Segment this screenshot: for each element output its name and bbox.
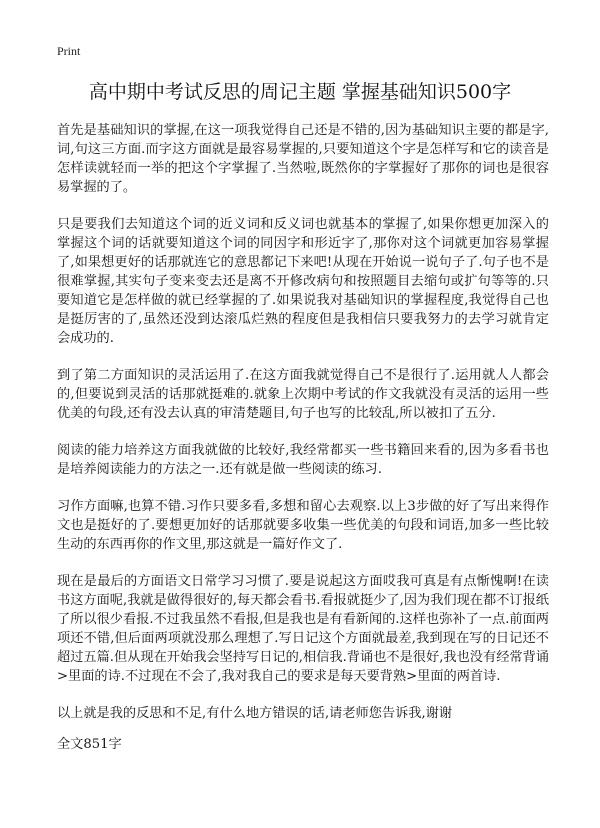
page-title: 高中期中考试反思的周记主题 掌握基础知识500字 [88, 81, 512, 103]
print-link[interactable]: Print [57, 44, 81, 58]
paragraph-flexible-use: 到了第二方面知识的灵活运用了.在这方面我就觉得自己不是很行了.运用就人人都会的,但要说到灵活的话那就挺难的.就象上次期中考试的作文我就没有灵活的运用一些优美的句段,还有没去认真的审清楚题目,句子也写的比较乱,所以被扣了五分. [57, 368, 549, 421]
paragraph-words-and-sentences: 只是要我们去知道这个词的近义词和反义词也就基本的掌握了,如果你想更加深入的掌握这个词的话就要知道这个词的同因字和形近字了,那你对这个词就更加容易掌握了,如果想更好的话那就连它的意思都记下来吧!从现在开始说一说句子了.句子也不是很难掌握,其实句子变来变去还是离不开修改病句和按照题目去缩句或扩句等等的.只要知道它是怎样做的就已经掌握的了.如果说我对基础知识的掌握程度,我觉得自己也是挺厉害的了,虽然还没到达滚瓜烂熟的程度但是我相信只要我努力的去学习就肯定会成功的. [57, 217, 549, 346]
paragraph-writing: 习作方面嘛,也算不错.习作只要多看,多想和留心去观察.以上3步做的好了写出来得作文也是挺好的了.要想更加好的话那就要多收集一些优美的句段和词语,加多一些比较生动的东西再你的作文里,那这就是一篇好作文了. [57, 499, 549, 552]
word-count: 全文851字 [57, 737, 122, 752]
paragraph-basic-knowledge: 首先是基础知识的掌握,在这一项我觉得自己还是不错的,因为基础知识主要的都是字,词,句这三方面.而字这方面就是最容易掌握的,只要知道这个字是怎样写和它的读音是怎样读就轻而一举的把这个字掌握了.当然啦,既然你的字掌握好了那你的词也是很容易掌握的了。 [57, 123, 549, 195]
paragraph-reading-ability: 阅读的能力培养这方面我就做的比较好,我经常都买一些书籍回来看的,因为多看书也是培养阅读能力的方法之一.还有就是做一些阅读的练习. [57, 443, 549, 477]
article-body [57, 121, 549, 754]
paragraph-conclusion: 以上就是我的反思和不足,有什么地方错误的话,请老师您告诉我,谢谢 [57, 706, 453, 721]
paragraph-study-habits: 现在是最后的方面语文日常学习习惯了.要是说起这方面哎我可真是有点惭愧啊!在读书这方面呢,我就是做得很好的,每天都会看书.看报就挺少了,因为我们现在都不订报纸了所以很少看报.不过我虽然不看报,但是我也是有看新闻的.这样也弥补了一点.前面两项还不错,但后面两项就没那么理想了.写日记这个方面就最差,我到现在写的日记还不超过五篇.但从现在开始我会坚持写日记的,相信我.背诵也不是很好,我也没有经常背诵>里面的诗.不过现在不会了,我对我自己的要求是每天要背熟>里面的两首诗. [57, 574, 549, 684]
